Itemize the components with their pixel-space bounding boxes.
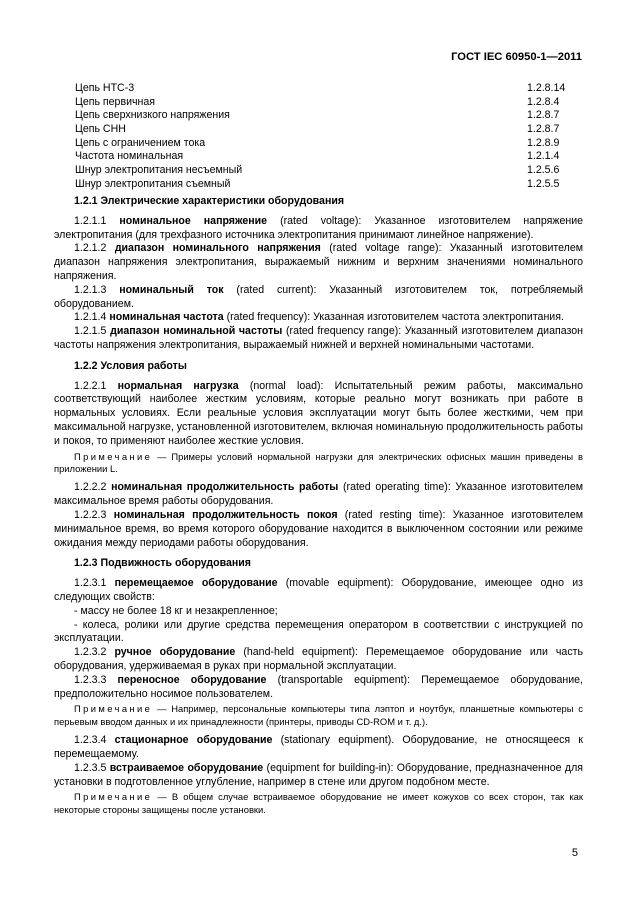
definition-paragraph xyxy=(54,215,583,243)
index-row xyxy=(75,164,575,178)
note-paragraph xyxy=(54,703,583,728)
section-heading: 1.2.3 Подвижность оборудования xyxy=(74,557,251,570)
defined-term: диапазон номинальной частоты xyxy=(110,325,283,338)
clause-number: 1.2.1.4 xyxy=(74,311,110,324)
section-heading: 1.2.1 Электрические характеристики оборудования xyxy=(74,195,345,207)
definition-paragraph xyxy=(54,325,583,353)
definition-text: (rated operating time): Указанное изготовителем максимальное время работы оборудования. xyxy=(54,481,583,508)
index-term: Цепь первичная xyxy=(75,95,155,108)
index-term: Частота номинальная xyxy=(75,150,184,163)
index-row xyxy=(75,82,575,96)
definition-paragraph xyxy=(54,242,583,283)
definition-text: (rated voltage range): Указанный изготовителем диапазон напряжения электропитания, выражаемый нижним и верхним значениями номинального напряжения. xyxy=(54,242,583,282)
defined-term: нормальная нагрузка xyxy=(117,379,239,392)
defined-term: стационарное оборудование xyxy=(114,734,273,747)
definition-paragraph xyxy=(54,311,583,325)
index-term: Цепь с ограничением тока xyxy=(75,136,206,149)
defined-term: диапазон номинального напряжения xyxy=(114,242,321,255)
clause-number: 1.2.1.2 xyxy=(74,242,115,255)
definition-text: (stationary equipment). Оборудование, не относящееся к перемещаемому. xyxy=(54,734,583,760)
defined-term: номинальный ток xyxy=(119,283,224,296)
defined-term: номинальная продолжительность работы xyxy=(111,481,339,494)
clause-number: 1.2.1.1 xyxy=(74,214,120,227)
clause-number: 1.2.2.1 xyxy=(74,379,118,392)
defined-term: встраиваемое оборудование xyxy=(109,761,264,774)
definition-text: (rated voltage): Указанное изготовителем напряжение электропитания (для трехфазного источника электропитания принимают линейное напряжение). xyxy=(54,214,584,241)
defined-term: ручное оборудование xyxy=(114,646,236,659)
note-paragraph xyxy=(54,791,583,816)
index-row xyxy=(75,150,575,164)
index-term: Цепь НТС-3 xyxy=(75,82,135,94)
definition-text: (movable equipment): Оборудование, имеющее одно из следующих свойств: xyxy=(54,577,583,603)
index-row xyxy=(75,96,575,110)
index-ref: 1.2.8.7 xyxy=(527,123,560,136)
term-index xyxy=(75,82,575,192)
section-heading: 1.2.2 Условия работы xyxy=(74,359,187,372)
definition-text: (rated current): Указанный изготовителем ток, потребляемый оборудованием. xyxy=(54,283,583,310)
definition-paragraph xyxy=(54,577,583,605)
definition-paragraph xyxy=(54,762,583,790)
definition-text: (rated frequency): Указанная изготовителем частота электропитания. xyxy=(223,311,564,324)
definition-text: (normal load): Испытательный режим работы, максимально соответствующий наиболее жестким условиям, которые реально могут возникать при работе в нормальных условиях. Если реальные условия эксплуатации могут быть более жесткими, чем при максимальной нагрузке, установленной изготовителем, включая номинальную продолжительность работы и покоя, то применяют наиболее жесткие условия. xyxy=(54,379,583,447)
definition-text: (rated frequency range): Указанный изготовителем диапазон частоты напряжения электропитания, выражаемый нижней и верхней номинальными частотами. xyxy=(54,325,583,351)
defined-term: номинальное напряжение xyxy=(119,214,268,227)
note-text: — Например, персональные компьютеры типа лэптоп и ноутбук, планшетные компьютеры с перьевым вводом данных и их принадлежности (принтеры, приводы CD-ROM и т. д.). xyxy=(54,703,583,727)
definition-paragraph xyxy=(54,674,583,702)
note-paragraph xyxy=(54,451,583,476)
clause-number: 1.2.2.3 xyxy=(74,508,114,521)
index-ref: 1.2.5.5 xyxy=(527,177,560,190)
index-row xyxy=(75,123,575,137)
clause-number: 1.2.2.2 xyxy=(74,481,112,494)
index-ref: 1.2.8.7 xyxy=(527,109,560,122)
note-label: Примечание xyxy=(74,703,153,715)
index-ref: 1.2.8.4 xyxy=(527,95,560,108)
index-term: Цепь сверхнизкого напряжения xyxy=(75,109,230,122)
list-item: - колеса, ролики или другие средства перемещения оператором в соответствии с инструкцией по эксплуатации. xyxy=(54,618,583,645)
index-row xyxy=(75,109,575,123)
clause-number: 1.2.1.5 xyxy=(74,325,111,338)
index-ref: 1.2.8.9 xyxy=(527,136,560,149)
clause-number: 1.2.3.2 xyxy=(74,646,115,659)
index-ref: 1.2.8.14 xyxy=(527,82,566,94)
note-label: Примечание xyxy=(74,791,153,803)
definition-paragraph xyxy=(54,481,583,509)
note-text: — Примеры условий нормальной нагрузки для электрических офисных машин приведены в приложении L. xyxy=(54,450,583,474)
page-number: 5 xyxy=(571,847,578,859)
index-ref: 1.2.1.4 xyxy=(527,150,560,163)
clause-number: 1.2.3.5 xyxy=(74,761,110,774)
index-term: Цепь СНН xyxy=(75,123,126,136)
defined-term: перемещаемое оборудование xyxy=(114,577,278,590)
index-term: Шнур электропитания несъемный xyxy=(75,164,243,177)
clause-number: 1.2.3.3 xyxy=(74,673,118,686)
definition-paragraph xyxy=(54,734,583,762)
note-label: Примечание xyxy=(74,450,153,462)
standard-header: ГОСТ IEC 60950-1—2011 xyxy=(451,51,582,63)
definition-text: (transportable equipment): Перемещаемое оборудование, предположительно носимое пользователем. xyxy=(54,673,583,700)
defined-term: переносное оборудование xyxy=(117,673,267,686)
clause-number: 1.2.1.3 xyxy=(74,283,120,296)
definition-paragraph xyxy=(54,380,583,449)
defined-term: номинальная продолжительность покоя xyxy=(113,508,338,521)
defined-term: номинальная частота xyxy=(109,311,224,324)
clause-number: 1.2.3.1 xyxy=(74,577,115,590)
index-row xyxy=(75,178,575,192)
document-body xyxy=(54,195,583,822)
definition-text: (hand-held equipment): Перемещаемое оборудование или часть оборудования, удерживаемая в руках при нормальной эксплуатации. xyxy=(54,646,583,672)
clause-number: 1.2.3.4 xyxy=(74,734,115,747)
note-text: — В общем случае встраиваемое оборудование не имеет кожухов со всех сторон, так как некоторые стороны защищены после установки. xyxy=(54,791,583,815)
index-ref: 1.2.5.6 xyxy=(527,164,560,177)
index-term: Шнур электропитания съемный xyxy=(75,177,231,190)
definition-paragraph xyxy=(54,509,583,550)
definition-paragraph xyxy=(54,646,583,674)
definition-text: (equipment for building-in): Оборудование, предназначенное для установки в подготовленное углубление, например в стене или другом подобном месте. xyxy=(54,761,584,788)
definition-paragraph xyxy=(54,284,583,312)
list-item: - массу не более 18 кг и незакрепленное; xyxy=(74,604,278,617)
index-row xyxy=(75,137,575,151)
definition-text: (rated resting time): Указанное изготовителем минимальное время, во время которого оборудование находится в выключенном состоянии или режиме ожидания между периодами работы оборудования. xyxy=(54,508,583,549)
